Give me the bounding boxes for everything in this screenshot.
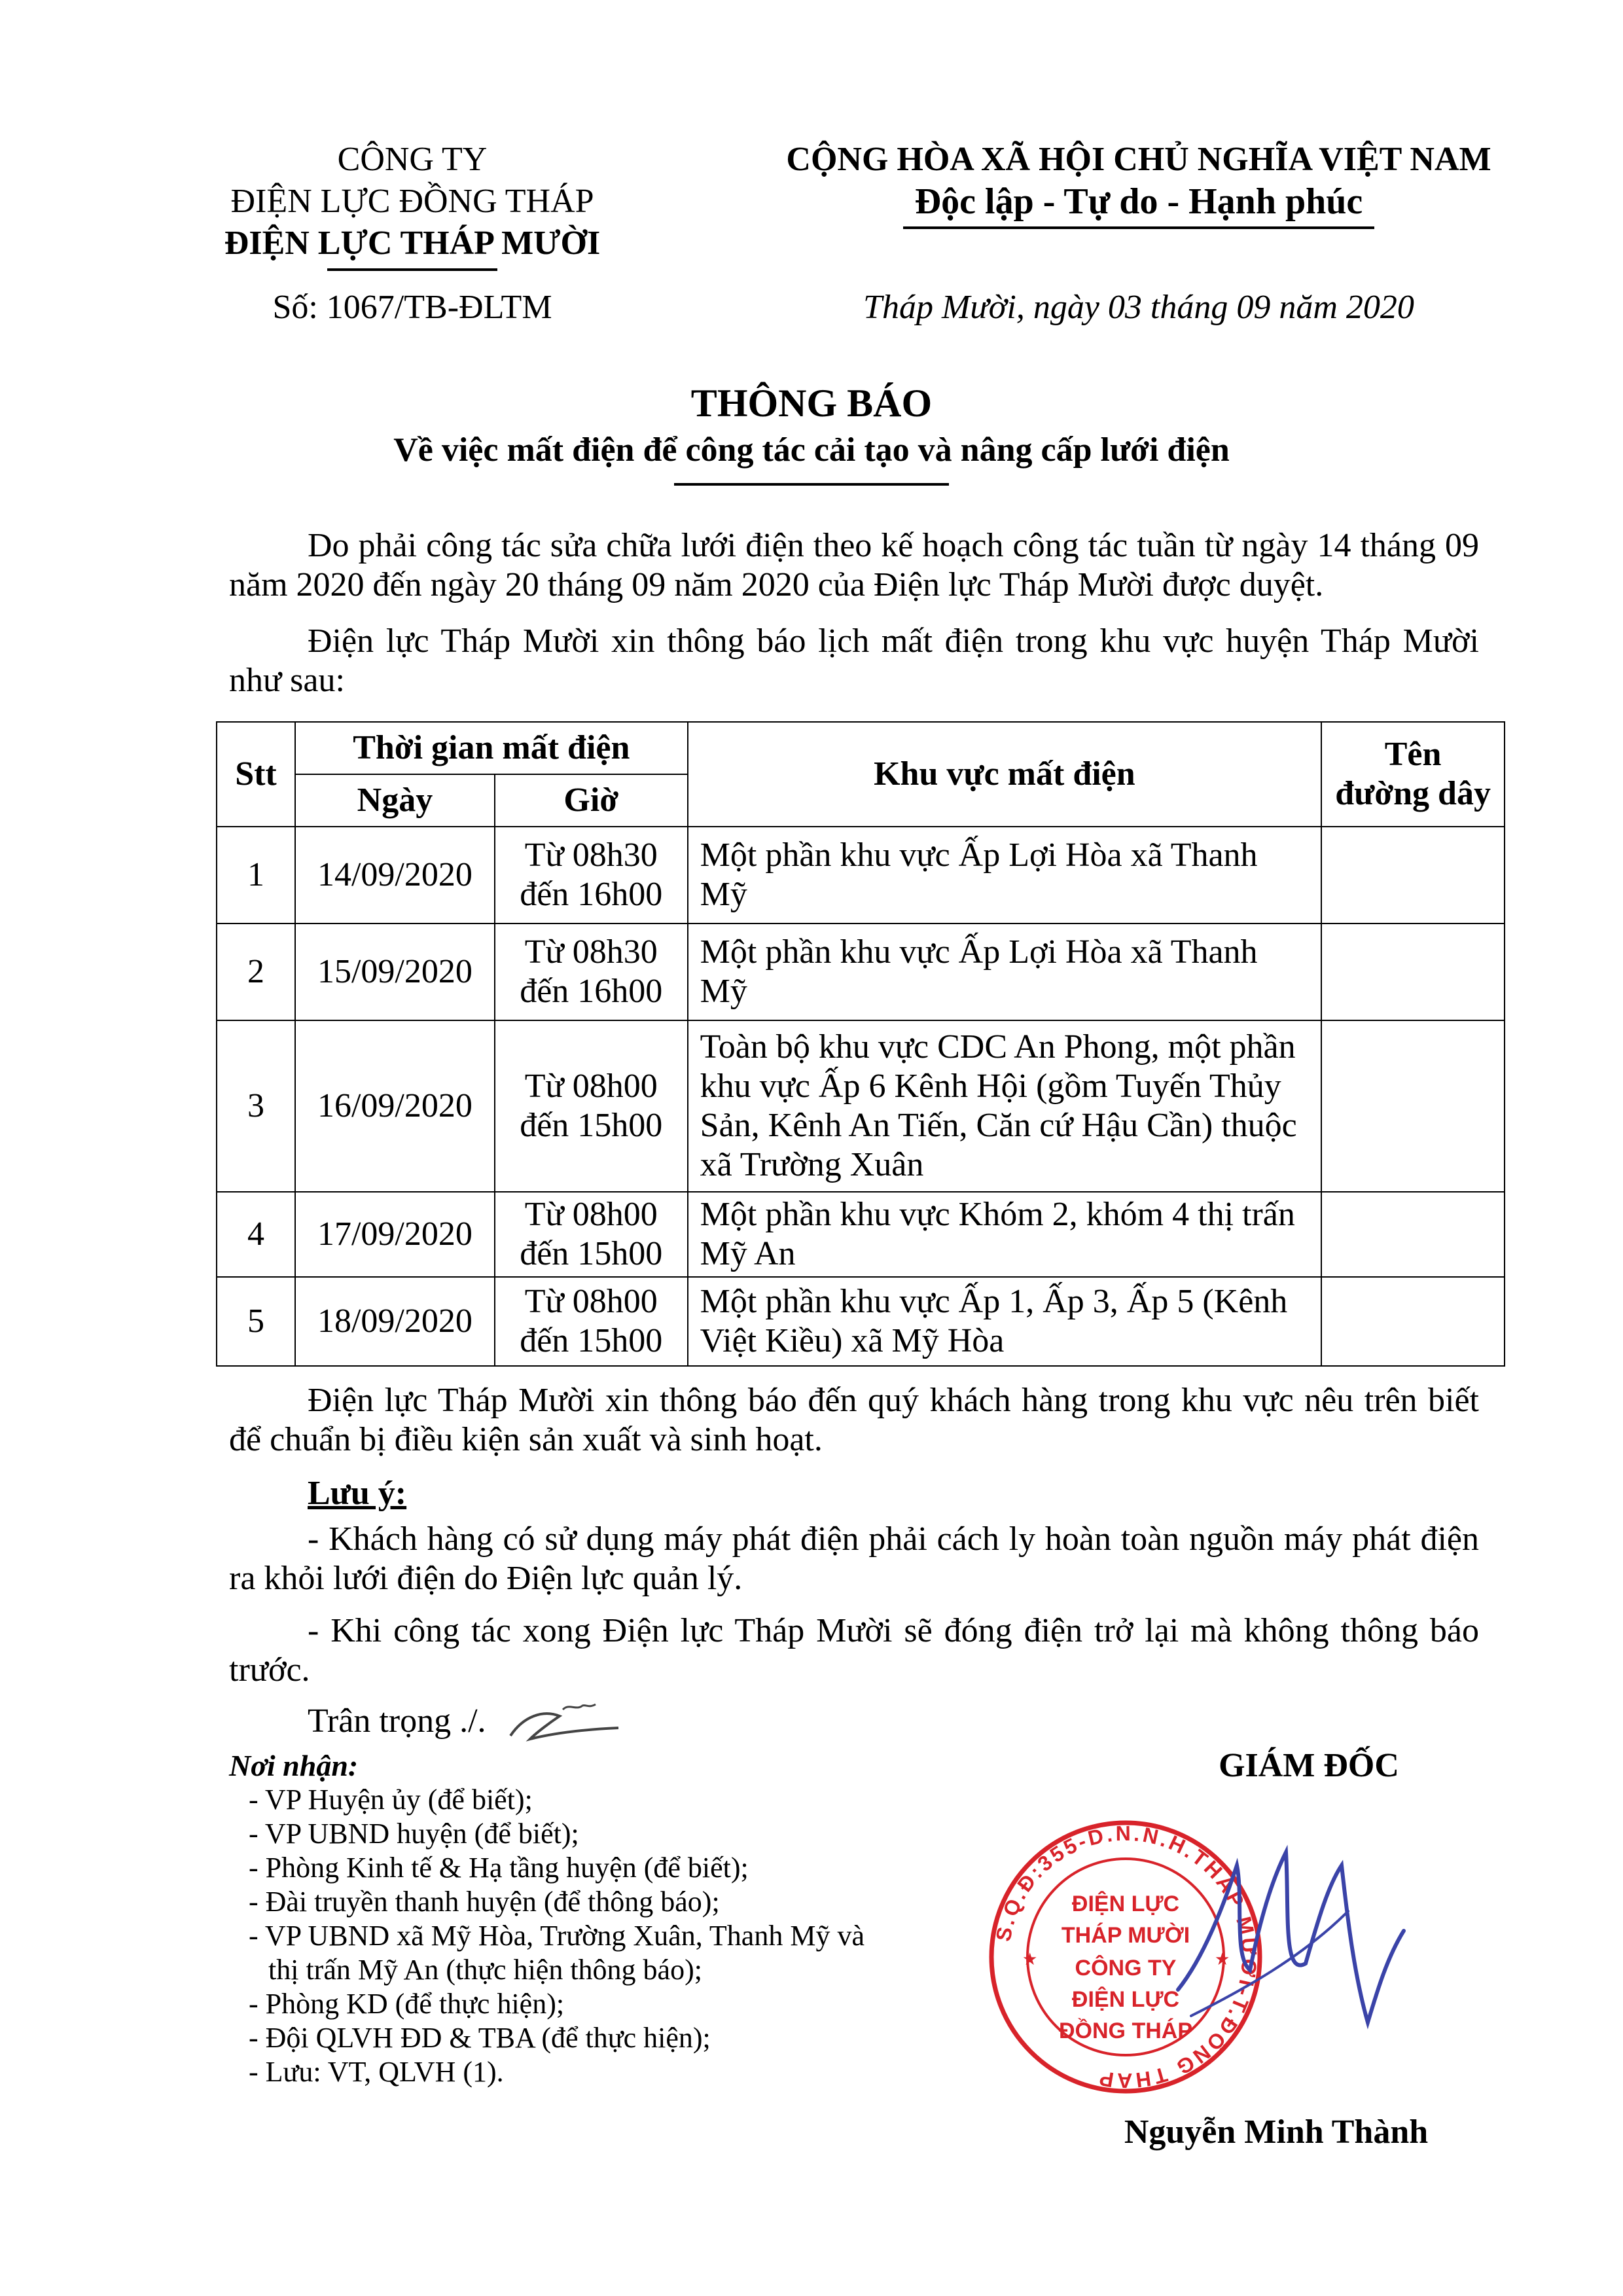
national-heading <box>746 139 1531 229</box>
row-line <box>1321 827 1505 924</box>
outage-schedule-table <box>216 721 1505 1367</box>
recipient-item: - VP Huyện ủy (để biết); <box>249 1784 533 1816</box>
row-stt: 1 <box>217 827 295 924</box>
row-line <box>1321 1192 1505 1277</box>
row-area: Toàn bộ khu vực CDC An Phong, một phần khu vực Ấp 6 Kênh Hội (gồm Tuyến Thủy Sản, Kênh An Tiến, Căn cứ Hậu Cần) thuộc xã Trường Xuân <box>688 1020 1322 1192</box>
row-time: Từ 08h00 đến 15h00 <box>495 1020 688 1192</box>
svg-text:CÔNG TY: CÔNG TY <box>1075 1956 1177 1981</box>
table-row <box>217 1192 1505 1277</box>
svg-text:ĐIỆN LỰC: ĐIỆN LỰC <box>1071 1892 1180 1916</box>
note-generator: - Khách hàng có sử dụng máy phát điện phải cách ly hoàn toàn nguồn máy phát điện ra khỏi lưới điện do Điện lực quản lý. <box>229 1520 1479 1597</box>
issuer-unit: ĐIỆN LỰC THÁP MƯỜI <box>224 224 601 262</box>
note-restore: - Khi công tác xong Điện lực Tháp Mười sẽ đóng điện trở lại mà không thông báo trước. <box>229 1612 1479 1689</box>
row-date: 17/09/2020 <box>295 1192 495 1277</box>
header-outage-time: Thời gian mất điện <box>295 722 688 774</box>
recipient-item: - Phòng Kinh tế & Hạ tầng huyện (để biết); <box>249 1852 749 1884</box>
signer-title: GIÁM ĐỐC <box>1219 1747 1399 1784</box>
row-line <box>1321 924 1505 1020</box>
table-row <box>217 827 1505 924</box>
recipients-block <box>229 1749 982 2089</box>
recipients-label: Nơi nhận: <box>229 1749 359 1782</box>
country-name: CỘNG HÒA XÃ HỘI CHỦ NGHĨA VIỆT NAM <box>786 141 1491 178</box>
row-line <box>1321 1277 1505 1366</box>
header-hour: Giờ <box>495 774 688 827</box>
issuer-parent: ĐIỆN LỰC ĐỒNG THÁP <box>230 183 594 220</box>
document-title: THÔNG BÁO <box>690 382 933 425</box>
signer-name: Nguyễn Minh Thành <box>1124 2113 1429 2151</box>
note-label-wrap <box>308 1474 700 1513</box>
intro-paragraph: Do phải công tác sửa chữa lưới điện theo kế hoạch công tác tuần từ ngày 14 tháng 09 năm 2020 đến ngày 20 tháng 09 năm 2020 của Điện lực Tháp Mười được duyệt. <box>229 527 1479 603</box>
svg-text:THÁP MƯỜI: THÁP MƯỜI <box>1061 1923 1190 1948</box>
issuer-block <box>190 139 635 271</box>
header-day: Ngày <box>295 774 495 827</box>
header-outage-area: Khu vực mất điện <box>688 722 1322 827</box>
recipient-item: - Đài truyền thanh huyện (để thông báo); <box>249 1886 720 1918</box>
closing-notice-paragraph: Điện lực Tháp Mười xin thông báo đến quý khách hàng trong khu vực nêu trên biết để chuẩn bị điều kiện sản xuất và sinh hoạt. <box>229 1382 1479 1458</box>
row-area: Một phần khu vực Khóm 2, khóm 4 thị trấn Mỹ An <box>688 1192 1322 1277</box>
header-line-name: Tên đường dây <box>1321 722 1505 827</box>
table-row <box>217 1277 1505 1366</box>
director-signature <box>1152 1826 1427 2062</box>
recipient-item: - Lưu: VT, QLVH (1). <box>249 2056 504 2088</box>
row-time: Từ 08h00 đến 15h00 <box>495 1192 688 1277</box>
row-area: Một phần khu vực Ấp Lợi Hòa xã Thanh Mỹ <box>688 924 1322 1020</box>
row-line <box>1321 1020 1505 1192</box>
svg-text:ĐỒNG THÁP: ĐỒNG THÁP <box>1059 2018 1192 2043</box>
motto-underline <box>903 226 1374 229</box>
row-date: 18/09/2020 <box>295 1277 495 1366</box>
closing-greeting: Trân trọng ./. <box>308 1702 486 1740</box>
initial-paraph-mark <box>497 1696 628 1749</box>
issuer-underline <box>327 268 497 271</box>
svg-text:★: ★ <box>1215 1950 1230 1969</box>
national-motto: Độc lập - Tự do - Hạnh phúc <box>914 181 1363 222</box>
header-stt: Stt <box>217 722 295 827</box>
row-date: 15/09/2020 <box>295 924 495 1020</box>
recipient-item: - VP UBND huyện (để biết); <box>249 1818 579 1850</box>
row-area: Một phần khu vực Ấp Lợi Hòa xã Thanh Mỹ <box>688 827 1322 924</box>
document-number: Số: 1067/TB-ĐLTM <box>272 289 552 326</box>
recipient-item: thị trấn Mỹ An (thực hiện thông báo); <box>268 1954 702 1986</box>
row-area: Một phần khu vực Ấp 1, Ấp 3, Ấp 5 (Kênh Việt Kiều) xã Mỹ Hòa <box>688 1277 1322 1366</box>
row-stt: 2 <box>217 924 295 1020</box>
announcement-paragraph: Điện lực Tháp Mười xin thông báo lịch mất điện trong khu vực huyện Tháp Mười như sau: <box>229 622 1479 699</box>
issuer-company: CÔNG TY <box>337 141 488 178</box>
table-row <box>217 1020 1505 1192</box>
row-stt: 4 <box>217 1192 295 1277</box>
title-underline <box>674 483 949 486</box>
row-date: 14/09/2020 <box>295 827 495 924</box>
row-time: Từ 08h30 đến 16h00 <box>495 827 688 924</box>
recipient-item: - Phòng KD (để thực hiện); <box>249 1988 565 2020</box>
row-time: Từ 08h30 đến 16h00 <box>495 924 688 1020</box>
recipient-item: - VP UBND xã Mỹ Hòa, Trường Xuân, Thanh Mỹ và <box>249 1920 865 1952</box>
document-subtitle: Về việc mất điện để công tác cải tạo và nâng cấp lưới điện <box>393 431 1230 469</box>
svg-text:S.Q.Đ:355-D.N.N.H.THÁP MƯỜI-T.: S.Q.Đ:355-D.N.N.H.THÁP MƯỜI-T.ĐỒNG THÁP <box>991 1821 1262 2093</box>
svg-text:★: ★ <box>1022 1950 1038 1969</box>
note-label: Lưu ý: <box>308 1475 407 1512</box>
row-time: Từ 08h00 đến 15h00 <box>495 1277 688 1366</box>
table-row <box>217 924 1505 1020</box>
place-date: Tháp Mười, ngày 03 tháng 09 năm 2020 <box>863 289 1414 326</box>
svg-text:ĐIỆN LỰC: ĐIỆN LỰC <box>1071 1987 1180 2012</box>
document-title-block <box>0 380 1623 486</box>
row-stt: 3 <box>217 1020 295 1192</box>
row-date: 16/09/2020 <box>295 1020 495 1192</box>
row-stt: 5 <box>217 1277 295 1366</box>
recipient-item: - Đội QLVH ĐD & TBA (để thực hiện); <box>249 2022 711 2054</box>
